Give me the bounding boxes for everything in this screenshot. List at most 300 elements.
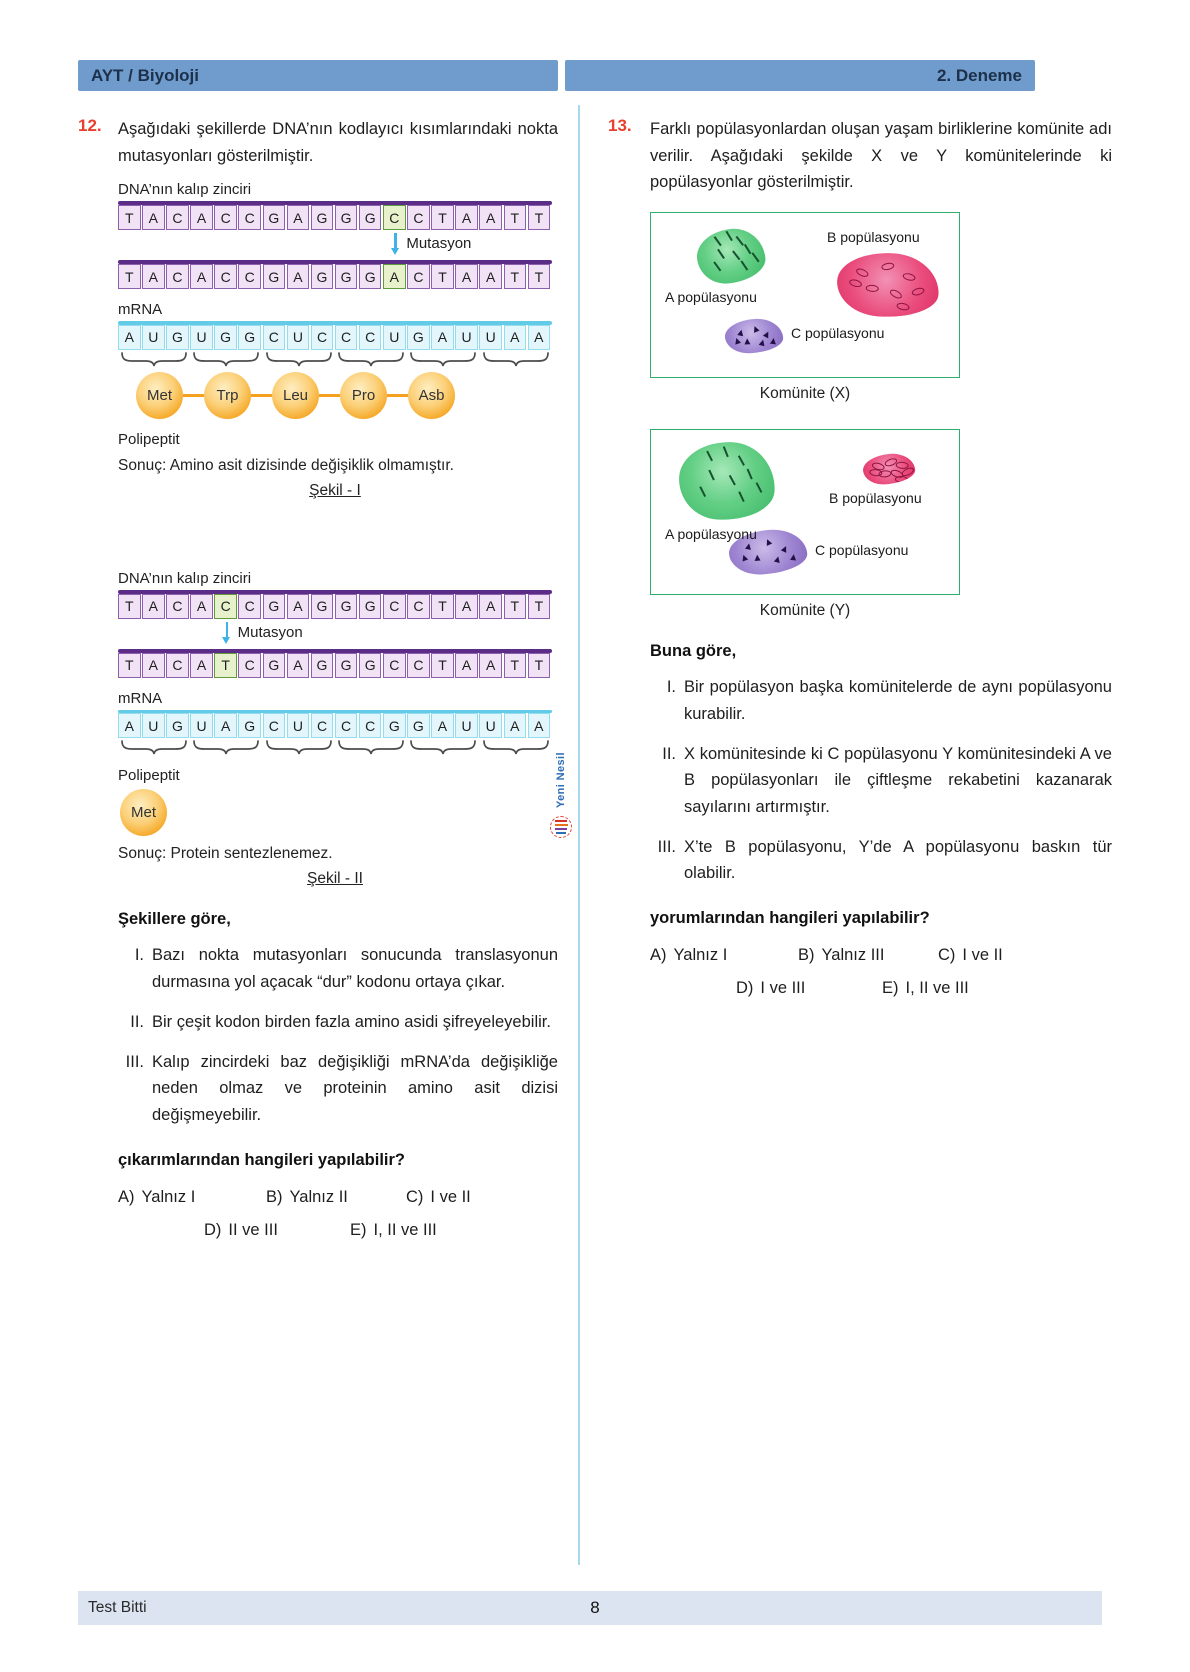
- roman-item-text: X komünitesinde ki C popülasyonu Y komünitesindeki A ve B popülasyonları ile çiftleşme rekabetini kazanarak sayılarını artırmıştır.: [684, 744, 1112, 817]
- option-text: I ve III: [760, 979, 806, 998]
- codon-braces: [118, 740, 552, 755]
- base-cell: T: [528, 594, 551, 619]
- mutation-indicator: [118, 230, 552, 260]
- option-letter: A): [118, 1187, 135, 1206]
- option-text: I, II ve III: [373, 1220, 437, 1239]
- base-cells: [118, 594, 552, 619]
- roman-item: [650, 741, 1112, 821]
- base-cell: T: [504, 594, 527, 619]
- base-cell: G: [238, 325, 261, 350]
- footer-test-end-label: Test Bitti: [88, 1599, 147, 1616]
- codon-brace-icon: [338, 740, 404, 755]
- roman-numeral: II.: [662, 744, 676, 763]
- figure-caption: Şekil - II: [307, 870, 363, 888]
- base-cell: A: [118, 325, 141, 350]
- codon-brace-icon: [193, 740, 259, 755]
- question-12: [78, 116, 558, 1240]
- dna-template-label: DNA’nın kalıp zinciri: [118, 569, 252, 587]
- option-letter: B): [798, 946, 815, 965]
- question-13-stem-intro: Buna göre,: [650, 642, 737, 661]
- dna-strand: [118, 649, 552, 678]
- publisher-name: Yeni Nesil: [555, 752, 567, 808]
- amino-acid-leu: Leu: [272, 372, 319, 419]
- texture-mark: [718, 249, 725, 259]
- base-cell: A: [455, 594, 478, 619]
- mrna-strand: [118, 321, 552, 350]
- community-caption: Komünite (Y): [759, 602, 851, 620]
- codon-brace: [479, 740, 551, 755]
- base-cell: T: [528, 653, 551, 678]
- base-cell: A: [118, 713, 141, 738]
- base-cell: G: [214, 325, 237, 350]
- mutated-base-cell: T: [214, 653, 237, 678]
- texture-mark: [754, 555, 760, 561]
- texture-mark: [895, 476, 908, 484]
- base-cell: T: [118, 264, 141, 289]
- option-text: I ve II: [430, 1187, 471, 1206]
- mutation-indicator: [118, 619, 552, 649]
- question-12-statements: [118, 942, 558, 1128]
- answer-option-c: [406, 1188, 471, 1207]
- codon-brace: [335, 740, 407, 755]
- base-cell: A: [504, 713, 527, 738]
- header-subject-bar: [78, 60, 558, 91]
- codon-braces: [118, 352, 552, 367]
- base-cell: G: [359, 264, 382, 289]
- base-cell: C: [383, 653, 406, 678]
- base-cell: G: [311, 264, 334, 289]
- answer-option-a: [118, 1188, 266, 1207]
- texture-mark: [747, 468, 753, 479]
- page-number: 8: [590, 1598, 600, 1617]
- mutation-label: Mutasyon: [406, 235, 472, 253]
- population-blob-a: [694, 226, 767, 287]
- population-label: B popülasyonu: [829, 490, 922, 507]
- texture-mark: [724, 447, 730, 458]
- base-cell: G: [335, 205, 358, 230]
- base-cell: C: [407, 594, 430, 619]
- right-column: [608, 116, 1112, 998]
- texture-mark: [790, 554, 797, 561]
- base-cell: C: [166, 205, 189, 230]
- texture-mark: [765, 538, 773, 546]
- answer-option-d: [736, 979, 882, 998]
- roman-numeral: II.: [130, 1012, 144, 1031]
- base-cell: C: [383, 594, 406, 619]
- base-cells: [118, 325, 552, 350]
- base-cell: T: [504, 205, 527, 230]
- base-cell: T: [528, 264, 551, 289]
- texture-mark: [733, 337, 741, 345]
- codon-brace-icon: [266, 352, 332, 367]
- mutation-figure-1: [118, 181, 552, 500]
- option-letter: D): [736, 979, 754, 998]
- base-cell: G: [359, 653, 382, 678]
- base-cell: C: [311, 713, 334, 738]
- option-letter: A): [650, 946, 667, 965]
- option-letter: C): [938, 946, 956, 965]
- option-text: Yalnız I: [673, 946, 728, 965]
- base-cell: C: [407, 205, 430, 230]
- population-blob-a: [677, 440, 777, 523]
- roman-numeral: I.: [666, 678, 676, 697]
- base-cell: C: [238, 653, 261, 678]
- option-text: I ve II: [962, 946, 1003, 965]
- option-text: Yalnız I: [141, 1187, 196, 1206]
- answer-option-a: [650, 946, 798, 965]
- base-cell: A: [528, 713, 551, 738]
- population-label: C popülasyonu: [791, 325, 885, 342]
- base-cell: G: [335, 594, 358, 619]
- base-cell: A: [479, 653, 502, 678]
- roman-item: [650, 834, 1112, 887]
- base-cell: U: [190, 325, 213, 350]
- roman-numeral: III.: [125, 1052, 144, 1071]
- base-cell: G: [166, 713, 189, 738]
- texture-mark: [738, 491, 744, 502]
- texture-mark: [713, 261, 721, 271]
- base-cell: U: [287, 713, 310, 738]
- header-subject-label: AYT / Biyoloji: [91, 65, 200, 85]
- codon-brace-icon: [483, 352, 549, 367]
- question-13-stem-close: yorumlarından hangileri yapılabilir?: [650, 909, 930, 928]
- base-cell: A: [190, 653, 213, 678]
- question-12-number: 12.: [78, 116, 102, 135]
- roman-item-text: Bir popülasyon başka komünitelerde de aynı popülasyonu kurabilir.: [684, 678, 1112, 723]
- question-13-statements: [650, 674, 1112, 887]
- mrna-label: mRNA: [118, 301, 163, 319]
- base-cell: T: [431, 264, 454, 289]
- texture-mark: [889, 288, 904, 300]
- options-row: [118, 1188, 558, 1207]
- question-12-options: [118, 1188, 558, 1240]
- codon-brace-icon: [121, 352, 187, 367]
- community-box: [650, 429, 960, 595]
- codon-brace: [479, 352, 551, 367]
- texture-mark: [744, 244, 751, 254]
- base-cell: C: [311, 325, 334, 350]
- base-cell: C: [214, 205, 237, 230]
- base-cell: U: [479, 713, 502, 738]
- base-cell: U: [287, 325, 310, 350]
- roman-item-text: Bazı nokta mutasyonları sonucunda translasyonun durmasına yol açacak “dur” kodonu ortaya çıkar.: [152, 946, 558, 992]
- base-cell: C: [359, 713, 382, 738]
- dna-template-label: DNA’nın kalıp zinciri: [118, 181, 252, 199]
- codon-brace-icon: [483, 740, 549, 755]
- base-cell: C: [335, 325, 358, 350]
- option-letter: B): [266, 1187, 283, 1206]
- base-cell: U: [142, 325, 165, 350]
- left-column: [78, 116, 558, 1240]
- base-cell: G: [359, 205, 382, 230]
- option-letter: C): [406, 1187, 424, 1206]
- base-cell: U: [479, 325, 502, 350]
- texture-mark: [745, 543, 752, 550]
- amino-acid-trp: Trp: [204, 372, 251, 419]
- amino-acid-met: Met: [120, 789, 167, 836]
- mutated-base-cell: C: [214, 594, 237, 619]
- texture-mark: [911, 287, 925, 297]
- roman-item-text: Kalıp zincirdeki baz değişikliği mRNA’da değişikliğe neden olmaz ve proteinin amino asit dizisi değişmeyebilir.: [152, 1052, 558, 1125]
- mrna-label: mRNA: [118, 689, 163, 707]
- codon-brace: [407, 740, 479, 755]
- base-cells: [118, 205, 552, 230]
- base-cell: U: [190, 713, 213, 738]
- question-13-text: Farklı popülasyonlardan oluşan yaşam birliklerine komünite adı verilir. Aşağıdaki şekilde X ve Y komünitelerinde ki popülasyonlar gösterilmiştir.: [650, 120, 1112, 192]
- question-12-text: Aşağıdaki şekillerde DNA’nın kodlayıcı kısımlarındaki nokta mutasyonları gösterilmiştir.: [118, 120, 558, 165]
- options-row: [736, 979, 1112, 998]
- population-blob-b: [835, 250, 941, 321]
- base-cell: T: [431, 205, 454, 230]
- base-cell: A: [287, 594, 310, 619]
- answer-option-c: [938, 946, 1003, 965]
- mrna-strand: [118, 710, 552, 739]
- base-cell: A: [479, 594, 502, 619]
- texture-mark: [881, 262, 895, 271]
- population-label: C popülasyonu: [815, 542, 909, 559]
- texture-mark: [756, 482, 762, 492]
- roman-numeral: III.: [657, 837, 676, 856]
- base-cell: C: [166, 594, 189, 619]
- base-cell: G: [166, 325, 189, 350]
- base-cell: A: [455, 653, 478, 678]
- base-cell: G: [311, 205, 334, 230]
- base-cells: [118, 713, 552, 738]
- answer-option-e: [882, 979, 969, 998]
- options-row: [204, 1221, 558, 1240]
- peptide-bond: [319, 394, 340, 397]
- base-cell: G: [359, 594, 382, 619]
- base-cell: A: [479, 264, 502, 289]
- base-cell: A: [287, 205, 310, 230]
- figure-caption: Şekil - I: [309, 481, 361, 499]
- texture-mark: [741, 260, 748, 270]
- base-cell: A: [190, 205, 213, 230]
- base-cell: T: [528, 205, 551, 230]
- question-12-stem-intro: Şekillere göre,: [118, 910, 231, 929]
- polypeptide-chain: [136, 372, 552, 419]
- question-13-options: [650, 946, 1112, 998]
- codon-brace: [190, 352, 262, 367]
- base-cell: A: [142, 205, 165, 230]
- roman-item: [118, 1009, 558, 1036]
- dna-strand: [118, 260, 552, 289]
- base-cell: G: [238, 713, 261, 738]
- amino-acid-met: Met: [136, 372, 183, 419]
- peptide-bond: [387, 394, 408, 397]
- roman-item: [118, 1049, 558, 1129]
- base-cell: A: [287, 653, 310, 678]
- roman-item-text: X’te B popülasyonu, Y’de A popülasyonu baskın tür olabilir.: [684, 837, 1112, 883]
- texture-mark: [738, 456, 745, 466]
- amino-acid-asb: Asb: [408, 372, 455, 419]
- base-cell: C: [214, 264, 237, 289]
- base-cell: C: [263, 713, 286, 738]
- base-cell: A: [142, 653, 165, 678]
- community-x-figure: [650, 212, 960, 403]
- mutation-arrow-icon: [226, 622, 229, 638]
- base-cell: T: [504, 264, 527, 289]
- answer-option-b: [266, 1188, 406, 1207]
- texture-mark: [902, 272, 916, 282]
- base-cell: A: [142, 264, 165, 289]
- option-text: Yalnız II: [289, 1187, 348, 1206]
- base-cell: C: [238, 205, 261, 230]
- base-cell: G: [335, 653, 358, 678]
- codon-brace: [190, 740, 262, 755]
- roman-item: [118, 942, 558, 995]
- base-cell: U: [383, 325, 406, 350]
- base-cell: C: [238, 264, 261, 289]
- base-cell: C: [238, 594, 261, 619]
- option-letter: E): [350, 1220, 367, 1239]
- base-cell: A: [455, 205, 478, 230]
- population-label: A popülasyonu: [665, 289, 757, 306]
- texture-mark: [896, 302, 910, 312]
- answer-option-d: [204, 1221, 350, 1240]
- texture-mark: [849, 279, 863, 289]
- texture-mark: [744, 338, 750, 344]
- codon-brace: [335, 352, 407, 367]
- base-cell: T: [431, 594, 454, 619]
- base-cell: A: [479, 205, 502, 230]
- texture-mark: [714, 236, 722, 246]
- base-cell: A: [190, 594, 213, 619]
- base-cell: T: [118, 594, 141, 619]
- base-cell: G: [311, 653, 334, 678]
- texture-mark: [732, 250, 740, 260]
- page-footer: [78, 1591, 1102, 1625]
- base-cell: A: [287, 264, 310, 289]
- texture-mark: [707, 451, 713, 461]
- codon-brace-icon: [410, 352, 476, 367]
- population-blob-c: [724, 318, 784, 355]
- question-13-body: [650, 116, 1112, 998]
- polypeptide-chain: [120, 789, 552, 836]
- texture-mark: [740, 554, 748, 562]
- figure-result: Sonuç: Protein sentezlenemez.: [118, 845, 333, 863]
- question-13: [608, 116, 1112, 998]
- mutation-arrow-icon: [394, 233, 397, 249]
- polypeptide-label: Polipeptit: [118, 767, 180, 785]
- base-cells: [118, 653, 552, 678]
- question-12-stem-close: çıkarımlarından hangileri yapılabilir?: [118, 1150, 406, 1169]
- option-text: II ve III: [228, 1220, 278, 1239]
- texture-mark: [737, 329, 744, 336]
- mutation-label: Mutasyon: [237, 623, 303, 641]
- texture-mark: [709, 470, 715, 481]
- base-cell: C: [263, 325, 286, 350]
- codon-brace-icon: [266, 740, 332, 755]
- texture-mark: [729, 475, 736, 485]
- base-cell: G: [263, 205, 286, 230]
- codon-brace-icon: [193, 352, 259, 367]
- question-12-body: [118, 116, 558, 1240]
- roman-item-text: Bir çeşit kodon birden fazla amino asidi şifreyeleyebilir.: [152, 1012, 551, 1031]
- base-cell: G: [335, 264, 358, 289]
- base-cell: A: [528, 325, 551, 350]
- base-cell: A: [431, 325, 454, 350]
- option-letter: E): [882, 979, 899, 998]
- base-cell: C: [407, 653, 430, 678]
- options-row: [650, 946, 1112, 965]
- dna-strand: [118, 201, 552, 230]
- codon-brace: [263, 740, 335, 755]
- community-y-figure: [650, 429, 960, 620]
- texture-mark: [752, 325, 760, 333]
- base-cell: U: [455, 325, 478, 350]
- codon-brace: [118, 740, 190, 755]
- texture-mark: [781, 545, 789, 553]
- option-text: Yalnız III: [821, 946, 885, 965]
- answer-option-e: [350, 1221, 437, 1240]
- codon-brace-icon: [338, 352, 404, 367]
- base-cell: U: [455, 713, 478, 738]
- base-cell: G: [407, 325, 430, 350]
- base-cell: A: [214, 713, 237, 738]
- page-header: [78, 60, 1112, 91]
- question-13-number: 13.: [608, 116, 632, 135]
- base-cell: A: [190, 264, 213, 289]
- base-cell: A: [455, 264, 478, 289]
- base-cells: [118, 264, 552, 289]
- texture-mark: [774, 556, 781, 563]
- base-cell: C: [335, 713, 358, 738]
- mutation-figure-2: [118, 570, 552, 889]
- roman-item: [650, 674, 1112, 727]
- base-cell: T: [431, 653, 454, 678]
- header-exam-label: 2. Deneme: [936, 65, 1022, 85]
- base-cell: G: [311, 594, 334, 619]
- option-text: I, II ve III: [905, 979, 969, 998]
- codon-brace-icon: [121, 740, 187, 755]
- base-cell: G: [263, 594, 286, 619]
- texture-mark: [700, 486, 706, 496]
- codon-brace: [407, 352, 479, 367]
- codon-brace: [118, 352, 190, 367]
- mutated-base-cell: A: [383, 264, 406, 289]
- base-cell: T: [118, 205, 141, 230]
- base-cell: T: [118, 653, 141, 678]
- base-cell: C: [407, 264, 430, 289]
- base-cell: C: [166, 264, 189, 289]
- amino-acid-pro: Pro: [340, 372, 387, 419]
- peptide-bond: [183, 394, 204, 397]
- texture-mark: [770, 338, 777, 345]
- peptide-bond: [251, 394, 272, 397]
- column-divider: [578, 105, 580, 1565]
- texture-mark: [855, 267, 870, 279]
- codon-brace: [263, 352, 335, 367]
- base-cell: G: [407, 713, 430, 738]
- option-letter: D): [204, 1220, 222, 1239]
- figure-result: Sonuç: Amino asit dizisinde değişiklik olmamıştır.: [118, 456, 454, 474]
- polypeptide-label: Polipeptit: [118, 430, 180, 448]
- base-cell: A: [431, 713, 454, 738]
- population-blob-b: [862, 452, 916, 486]
- base-cell: A: [142, 594, 165, 619]
- texture-mark: [752, 252, 760, 262]
- base-cell: G: [263, 264, 286, 289]
- base-cell: U: [142, 713, 165, 738]
- base-cell: C: [359, 325, 382, 350]
- texture-mark: [758, 339, 765, 346]
- answer-option-b: [798, 946, 938, 965]
- roman-numeral: I.: [134, 946, 144, 965]
- base-cell: G: [383, 713, 406, 738]
- community-caption: Komünite (X): [759, 385, 851, 403]
- population-label: B popülasyonu: [827, 229, 920, 246]
